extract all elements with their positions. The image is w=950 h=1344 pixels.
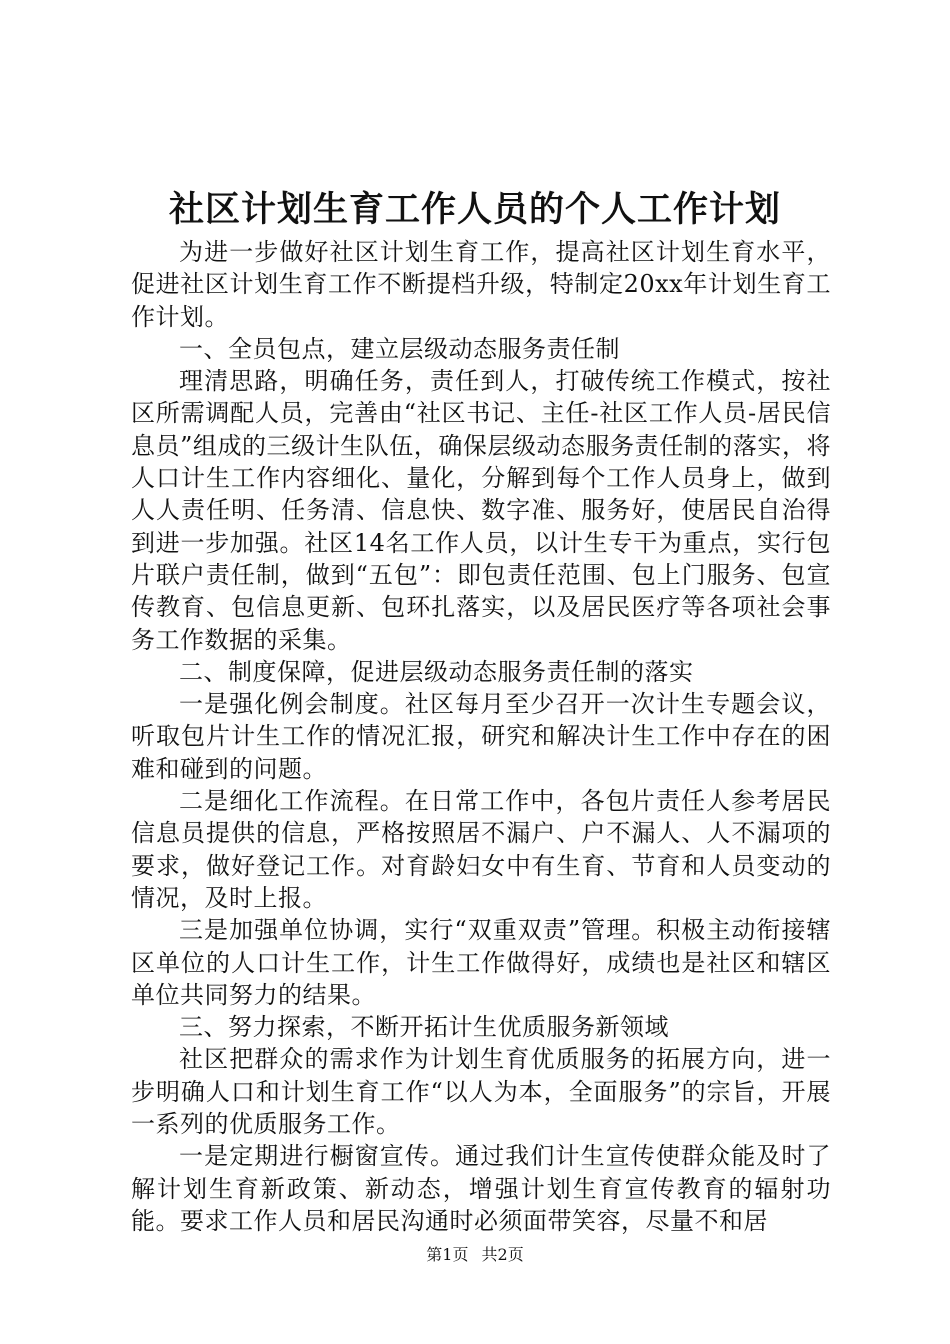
page-total: 共2页 [481,1245,524,1264]
document-body [131,236,831,1237]
section-heading: 二、制度保障，促进层级动态服务责任制的落实 [179,657,694,686]
paragraph: 三是加强单位协调，实行“双重双责”管理。积极主动衔接辖区单位的人口计生工作，计生工作做得好，成绩也是社区和辖区单位共同努力的结果。 [131,916,831,1009]
paragraph: 一是强化例会制度。社区每月至少召开一次计生专题会议，听取包片计生工作的情况汇报，研究和解决计生工作中存在的困难和碰到的问题。 [131,690,831,783]
page-footer [0,1245,950,1265]
page-number: 第1页 [426,1245,469,1264]
paragraph: 一是定期进行橱窗宣传。通过我们计生宣传使群众能及时了解计划生育新政策、新动态，增强计划生育宣传教育的辐射功能。要求工作人员和居民沟通时必须面带笑容，尽量不和居 [131,1142,831,1235]
paragraph: 二是细化工作流程。在日常工作中，各包片责任人参考居民信息员提供的信息，严格按照居不漏户、户不漏人、人不漏项的要求，做好登记工作。对育龄妇女中有生育、节育和人员变动的情况，及时上报。 [131,787,831,912]
document-title: 社区计划生育工作人员的个人工作计划 [168,189,781,230]
section-heading: 三、努力探索，不断开拓计生优质服务新领域 [179,1013,669,1042]
paragraph: 社区把群众的需求作为计划生育优质服务的拓展方向，进一步明确人口和计划生育工作“以人为本，全面服务”的宗旨，开展一系列的优质服务工作。 [131,1045,831,1139]
paragraph: 为进一步做好社区计划生育工作，提高社区计划生育水平，促进社区计划生育工作不断提档升级，特制定20xx年计划生育工作计划。 [131,238,831,331]
section-heading: 一、全员包点，建立层级动态服务责任制 [179,334,620,363]
paragraph: 理清思路，明确任务，责任到人，打破传统工作模式，按社区所需调配人员，完善由“社区书记、主任-社区工作人员-居民信息员”组成的三级计生队伍，确保层级动态服务责任制的落实，将人口计生工作内容细化、量化，分解到每个工作人员身上，做到人人责任明、任务清、信息快、数字准、服务好，使居民自治得到进一步加强。社区14名工作人员，以计生专干为重点，实行包片联户责任制，做到“五包”：即包责任范围、包上门服务、包宣传教育、包信息更新、包环扎落实，以及居民医疗等各项社会事务工作数据的采集。 [131,367,831,654]
